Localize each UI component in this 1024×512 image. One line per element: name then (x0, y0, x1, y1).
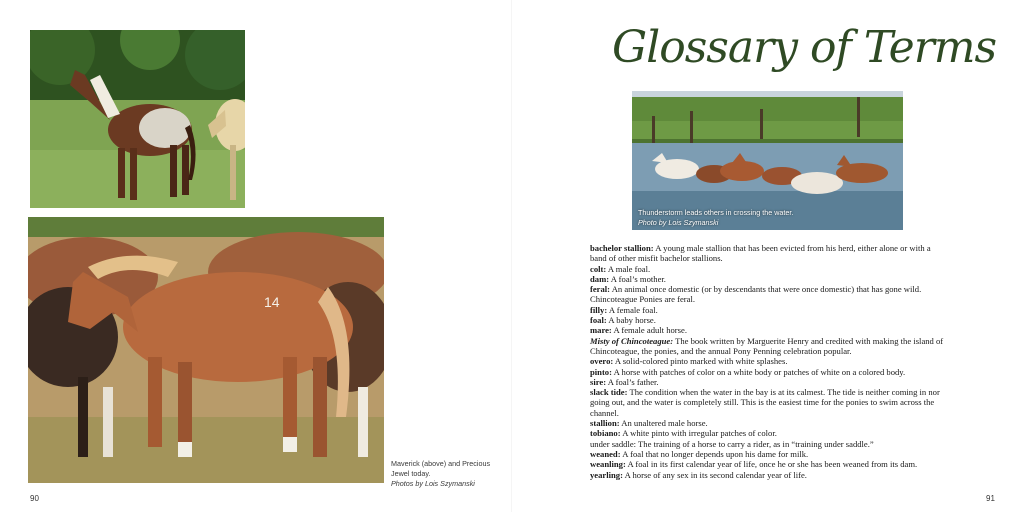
glossary-definition: A horse of any sex in its second calendar year of life. (622, 469, 807, 480)
caption-text: Maverick (above) and Precious Jewel today. (391, 459, 491, 478)
glossary-definition: An animal once domestic (or by descendants that were once domestic) that has gone wild. Chincoteague Ponies are feral. (590, 284, 922, 305)
glossary-entry (590, 284, 948, 305)
page-title: Glossary of Terms (612, 22, 997, 73)
glossary-definition: An unaltered male horse. (619, 418, 708, 429)
photo-caption-right (638, 208, 838, 228)
glossary-definition: A female adult horse. (611, 325, 687, 336)
glossary-entry (590, 449, 948, 459)
glossary-definition: The book written by Marguerite Henry and credited with making the island of Chincoteague, the ponies, and the annual Pony Penning celebration popular. (590, 335, 944, 356)
photo-caption-left (391, 459, 501, 489)
glossary-definition: A white pinto with irregular patches of color. (620, 428, 777, 439)
glossary-definition: A baby horse. (606, 315, 656, 326)
glossary-definition: A solid-colored pinto marked with white splashes. (613, 356, 788, 367)
glossary-term: sire: (590, 376, 607, 387)
glossary-entry (590, 377, 948, 387)
page-number-right: 91 (986, 494, 995, 503)
glossary-definition: A young male stallion that has been evicted from his herd, either alone or with a band of other misfit bachelor stallions. (590, 243, 931, 264)
glossary-term: overo: (590, 356, 614, 367)
glossary-entry (590, 428, 948, 438)
glossary-term: feral: (590, 284, 611, 295)
chestnut-foals-photo (28, 217, 384, 483)
glossary-term: under saddle: (590, 438, 637, 449)
glossary-term: mare: (590, 325, 612, 336)
caption-credit: Photos by Lois Szymanski (391, 479, 475, 488)
glossary-entry (590, 387, 948, 418)
glossary-entry (590, 243, 948, 264)
glossary-term: tobiano: (590, 428, 621, 439)
flank-number: 14 (264, 294, 280, 310)
page-number-left: 90 (30, 494, 39, 503)
glossary-entry (590, 264, 948, 274)
glossary-entry (590, 325, 948, 335)
glossary-list (590, 243, 948, 480)
glossary-term: Misty of Chincoteague: (590, 335, 674, 346)
glossary-term: filly: (590, 304, 608, 315)
glossary-term: slack tide: (590, 387, 628, 398)
glossary-term: yearling: (590, 469, 623, 480)
glossary-entry (590, 336, 948, 357)
glossary-definition: A female foal. (607, 304, 658, 315)
caption-text: Thunderstorm leads others in crossing the water. (638, 208, 794, 217)
glossary-entry (590, 418, 948, 428)
glossary-entry (590, 470, 948, 480)
glossary-term: colt: (590, 263, 607, 274)
glossary-definition: The condition when the water in the bay is at its calmest. The tide is neither coming in nor going out, and the water is completely still. This is the easiest time for the ponies to swim across the channel. (590, 387, 940, 418)
glossary-entry (590, 459, 948, 469)
glossary-entry (590, 315, 948, 325)
glossary-entry (590, 305, 948, 315)
glossary-entry (590, 439, 948, 449)
glossary-entry (590, 367, 948, 377)
glossary-term: pinto: (590, 366, 612, 377)
glossary-definition: A foal’s mother. (609, 273, 666, 284)
glossary-entry (590, 274, 948, 284)
glossary-entry (590, 356, 948, 366)
glossary-definition: A foal in its first calendar year of life, once he or she has been weaned from its dam. (625, 459, 918, 470)
pinto-horse-photo (30, 30, 245, 208)
glossary-term: stallion: (590, 418, 620, 429)
glossary-term: foal: (590, 315, 607, 326)
glossary-definition: A horse with patches of color on a white body or patches of white on a colored body. (611, 366, 906, 377)
glossary-definition: The training of a horse to carry a rider, as in “training under saddle.” (636, 438, 874, 449)
glossary-definition: A male foal. (606, 263, 651, 274)
glossary-term: bachelor stallion: (590, 243, 654, 253)
glossary-definition: A foal’s father. (606, 376, 659, 387)
caption-credit: Photo by Lois Szymanski (638, 218, 719, 227)
glossary-term: weanling: (590, 459, 626, 470)
glossary-term: weaned: (590, 448, 621, 459)
glossary-term: dam: (590, 273, 610, 284)
glossary-definition: A foal that no longer depends upon his dame for milk. (620, 448, 809, 459)
